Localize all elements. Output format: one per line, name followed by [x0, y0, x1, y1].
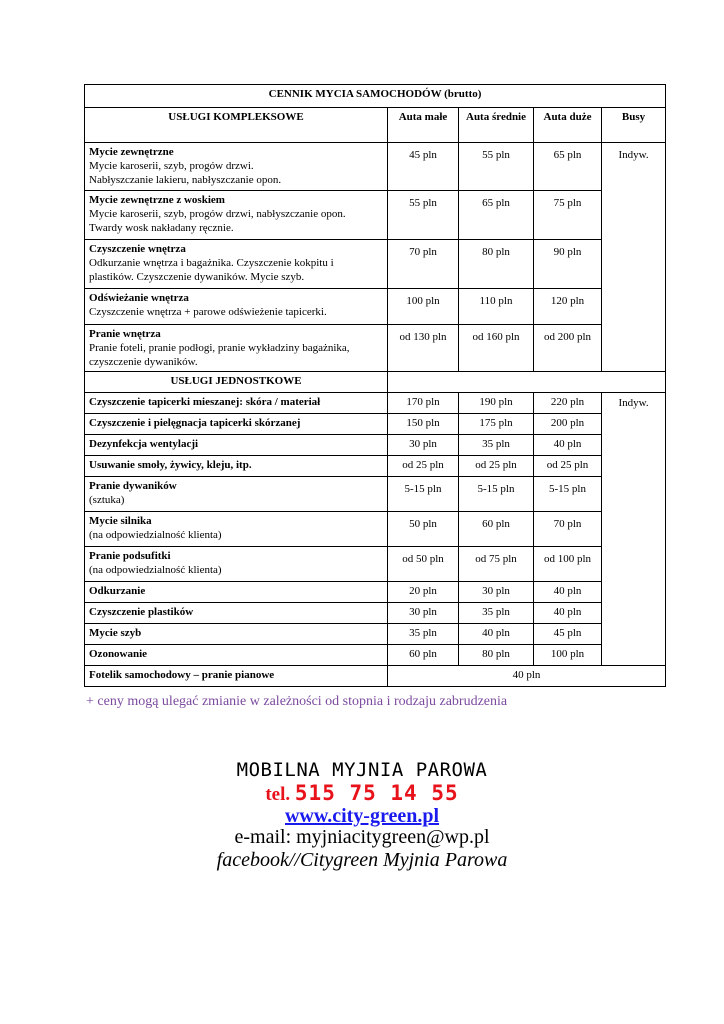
table-row [85, 477, 666, 512]
service-name: Pranie dywaników [89, 480, 177, 492]
service-name: Mycie szyb [89, 627, 142, 639]
service-cell [85, 414, 388, 435]
table-row [85, 582, 666, 603]
price-medium: 35 pln [459, 603, 534, 624]
service-description: (na odpowiedzialność klienta) [89, 529, 222, 541]
service-name: Czyszczenie wnętrza [89, 243, 186, 255]
service-description: Mycie karoserii, szyb, progów drzwi, nabłyszczanie opon. Twardy wosk nakładany ręcznie. [89, 208, 346, 234]
price-small: 35 pln [388, 624, 459, 645]
phone-label: tel. [265, 784, 291, 805]
service-cell [85, 582, 388, 603]
price-large: 200 pln [534, 414, 602, 435]
price-medium: 110 pln [459, 289, 534, 325]
phone-number[interactable]: 515 75 14 55 [294, 781, 459, 805]
price-medium: 40 pln [459, 624, 534, 645]
price-large: 70 pln [534, 512, 602, 547]
table-header-row [85, 108, 666, 143]
price-table [84, 84, 666, 687]
service-name: Pranie podsufitki [89, 550, 171, 562]
price-small: 30 pln [388, 435, 459, 456]
price-medium: 60 pln [459, 512, 534, 547]
service-cell [85, 289, 388, 325]
price-medium: 80 pln [459, 645, 534, 666]
table-row [85, 624, 666, 645]
price-large: 75 pln [534, 191, 602, 240]
price-large: 5-15 pln [534, 477, 602, 512]
service-description: Pranie foteli, pranie podłogi, pranie wykładziny bagażnika, czyszczenie dywaników. [89, 342, 350, 368]
service-cell [85, 240, 388, 289]
header-complex-services: USŁUGI KOMPLEKSOWE [85, 108, 388, 143]
service-name: Dezynfekcja wentylacji [89, 438, 199, 450]
service-description: (sztuka) [89, 494, 125, 506]
price-small: 5-15 pln [388, 477, 459, 512]
price-small: od 130 pln [388, 325, 459, 372]
table-row [85, 603, 666, 624]
service-name: Pranie wnętrza [89, 328, 161, 340]
price-bus-complex: Indyw. [602, 143, 666, 372]
service-cell [85, 143, 388, 191]
price-large: 40 pln [534, 435, 602, 456]
price-small: 45 pln [388, 143, 459, 191]
price-change-note: + ceny mogą ulegać zmianie w zależności od stopnia i rodzaju zabrudzenia [86, 694, 508, 709]
service-name: Ozonowanie [89, 648, 148, 660]
service-cell [85, 603, 388, 624]
service-name: Czyszczenie i pielęgnacja tapicerki skórzanej [89, 417, 301, 429]
service-name: Odkurzanie [89, 585, 146, 597]
price-small: od 50 pln [388, 547, 459, 582]
price-small: 20 pln [388, 582, 459, 603]
table-row [85, 435, 666, 456]
price-large: 45 pln [534, 624, 602, 645]
price-small: 70 pln [388, 240, 459, 289]
price-small: od 25 pln [388, 456, 459, 477]
price-large: od 25 pln [534, 456, 602, 477]
table-row [85, 414, 666, 435]
single-services-header: USŁUGI JEDNOSTKOWE [85, 372, 388, 393]
table-row [85, 456, 666, 477]
price-small: 50 pln [388, 512, 459, 547]
price-large: 40 pln [534, 582, 602, 603]
service-description: Czyszczenie wnętrza + parowe odświeżenie tapicerki. [89, 306, 327, 318]
price-table-body [85, 85, 666, 687]
service-name: Fotelik samochodowy – pranie pianowe [85, 666, 388, 687]
price-large: 100 pln [534, 645, 602, 666]
table-row [85, 325, 666, 372]
price-large: od 200 pln [534, 325, 602, 372]
service-name: Odświeżanie wnętrza [89, 292, 189, 304]
company-name: MOBILNA MYJNIA PAROWA [236, 759, 488, 781]
single-services-header-blank [388, 372, 666, 393]
service-cell [85, 624, 388, 645]
service-cell [85, 393, 388, 414]
price-small: 55 pln [388, 191, 459, 240]
price-large: 40 pln [534, 603, 602, 624]
service-name: Mycie zewnętrzne z woskiem [89, 194, 225, 206]
service-name: Mycie zewnętrzne [89, 146, 174, 158]
service-description: Mycie karoserii, szyb, progów drzwi. Nabłyszczanie lakieru, nabłyszczanie opon. [89, 160, 282, 186]
price-small: 30 pln [388, 603, 459, 624]
service-cell [85, 512, 388, 547]
price-large: 220 pln [534, 393, 602, 414]
table-row [85, 512, 666, 547]
price-medium: 190 pln [459, 393, 534, 414]
price-small: 170 pln [388, 393, 459, 414]
price-medium: od 160 pln [459, 325, 534, 372]
price-large: od 100 pln [534, 547, 602, 582]
table-row [85, 547, 666, 582]
price-medium: 65 pln [459, 191, 534, 240]
table-row [85, 191, 666, 240]
website-link[interactable]: www.city-green.pl [284, 805, 440, 827]
header-buses: Busy [602, 108, 666, 143]
table-row [85, 393, 666, 414]
single-services-header-row [85, 372, 666, 393]
service-cell [85, 435, 388, 456]
price-medium: 175 pln [459, 414, 534, 435]
service-name: Czyszczenie plastików [89, 606, 194, 618]
service-description: (na odpowiedzialność klienta) [89, 564, 222, 576]
header-medium-cars: Auta średnie [459, 108, 534, 143]
service-cell [85, 547, 388, 582]
header-large-cars: Auta duże [534, 108, 602, 143]
service-name: Usuwanie smoły, żywicy, kleju, itp. [89, 459, 252, 471]
table-title: CENNIK MYCIA SAMOCHODÓW (brutto) [85, 85, 666, 108]
service-cell [85, 645, 388, 666]
price-large: 65 pln [534, 143, 602, 191]
price-large: 90 pln [534, 240, 602, 289]
price-small: 100 pln [388, 289, 459, 325]
table-row [85, 645, 666, 666]
price-medium: od 75 pln [459, 547, 534, 582]
price-medium: 55 pln [459, 143, 534, 191]
table-row [85, 240, 666, 289]
service-name: Czyszczenie tapicerki mieszanej: skóra / materiał [89, 396, 321, 408]
table-row [85, 666, 666, 687]
table-row [85, 289, 666, 325]
table-row [85, 143, 666, 191]
service-name: Mycie silnika [89, 515, 152, 527]
phone-line [0, 781, 724, 806]
price-bus-single: Indyw. [602, 393, 666, 666]
price-large: 120 pln [534, 289, 602, 325]
price-medium: 5-15 pln [459, 477, 534, 512]
header-small-cars: Auta małe [388, 108, 459, 143]
price-all: 40 pln [388, 666, 666, 687]
price-small: 60 pln [388, 645, 459, 666]
facebook-line: facebook//Citygreen Myjnia Parowa [216, 849, 508, 871]
price-medium: od 25 pln [459, 456, 534, 477]
service-cell [85, 191, 388, 240]
price-small: 150 pln [388, 414, 459, 435]
table-title-row [85, 85, 666, 108]
price-medium: 30 pln [459, 582, 534, 603]
service-cell [85, 325, 388, 372]
service-cell [85, 477, 388, 512]
service-description: Odkurzanie wnętrza i bagażnika. Czyszczenie kokpitu i plastików. Czyszczenie dywaników. Mycie szyb. [89, 257, 334, 283]
email-line: e-mail: myjniacitygreen@wp.pl [234, 826, 490, 848]
price-medium: 35 pln [459, 435, 534, 456]
service-cell [85, 456, 388, 477]
price-medium: 80 pln [459, 240, 534, 289]
